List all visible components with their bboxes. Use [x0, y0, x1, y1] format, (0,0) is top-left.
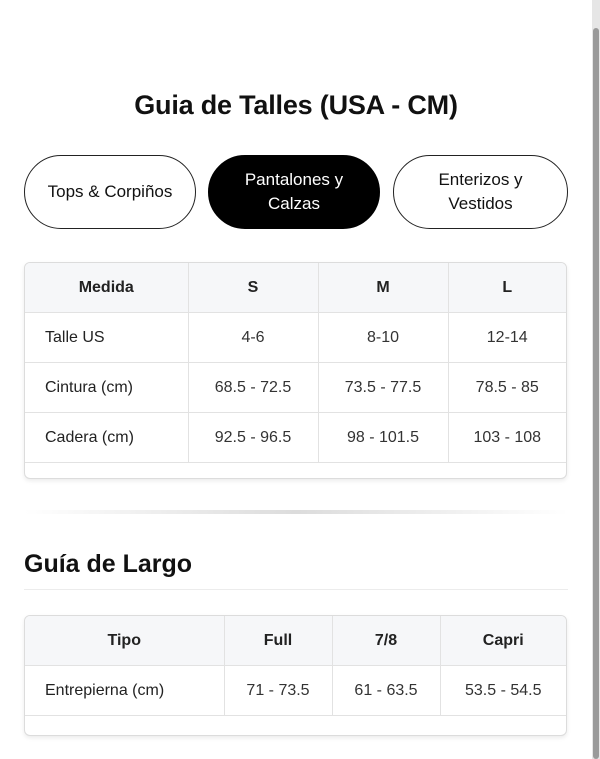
table-header-row [25, 616, 566, 666]
table-row [25, 363, 566, 413]
scrollbar[interactable] [592, 0, 600, 759]
table-cell: 68.5 - 72.5 [188, 363, 318, 413]
column-header: Medida [25, 263, 188, 313]
row-label: Cadera (cm) [25, 413, 188, 463]
table-cell: 12-14 [448, 313, 566, 363]
table-header-row [25, 263, 566, 313]
column-header: 7/8 [332, 616, 440, 666]
row-label: Entrepierna (cm) [25, 666, 224, 716]
table-cell: 71 - 73.5 [224, 666, 332, 716]
column-header: S [188, 263, 318, 313]
tab-label: Tops & Corpiños [47, 182, 173, 201]
table-cell: 103 - 108 [448, 413, 566, 463]
table-cell: 4-6 [188, 313, 318, 363]
column-header: Tipo [25, 616, 224, 666]
table-row [25, 666, 566, 716]
page-title: Guia de Talles (USA - CM) [134, 90, 458, 120]
table-cell: 53.5 - 54.5 [440, 666, 566, 716]
table-row [25, 413, 566, 463]
table-cell: 92.5 - 96.5 [188, 413, 318, 463]
row-label: Cintura (cm) [25, 363, 188, 413]
table-cell: 78.5 - 85 [448, 363, 566, 413]
row-label: Talle US [25, 313, 188, 363]
tab-pantalones-calzas[interactable] [208, 155, 380, 229]
tab-tops-corpinos[interactable] [24, 155, 196, 229]
table-cell: 8-10 [318, 313, 448, 363]
size-table [24, 262, 567, 479]
table-cell: 61 - 63.5 [332, 666, 440, 716]
title-underline [24, 589, 568, 590]
tab-label: Enterizos y Vestidos [438, 170, 523, 213]
tab-label: Pantalones y Calzas [244, 170, 344, 213]
tab-enterizos-vestidos[interactable] [393, 155, 568, 229]
size-category-tabs [24, 155, 568, 231]
scrollbar-thumb[interactable] [593, 28, 599, 759]
column-header: L [448, 263, 566, 313]
column-header: Capri [440, 616, 566, 666]
length-table [24, 615, 567, 736]
table-cell: 98 - 101.5 [318, 413, 448, 463]
section-divider [24, 510, 568, 514]
column-header: Full [224, 616, 332, 666]
length-guide-title: Guía de Largo [24, 550, 193, 578]
column-header: M [318, 263, 448, 313]
table-cell: 73.5 - 77.5 [318, 363, 448, 413]
table-row [25, 313, 566, 363]
